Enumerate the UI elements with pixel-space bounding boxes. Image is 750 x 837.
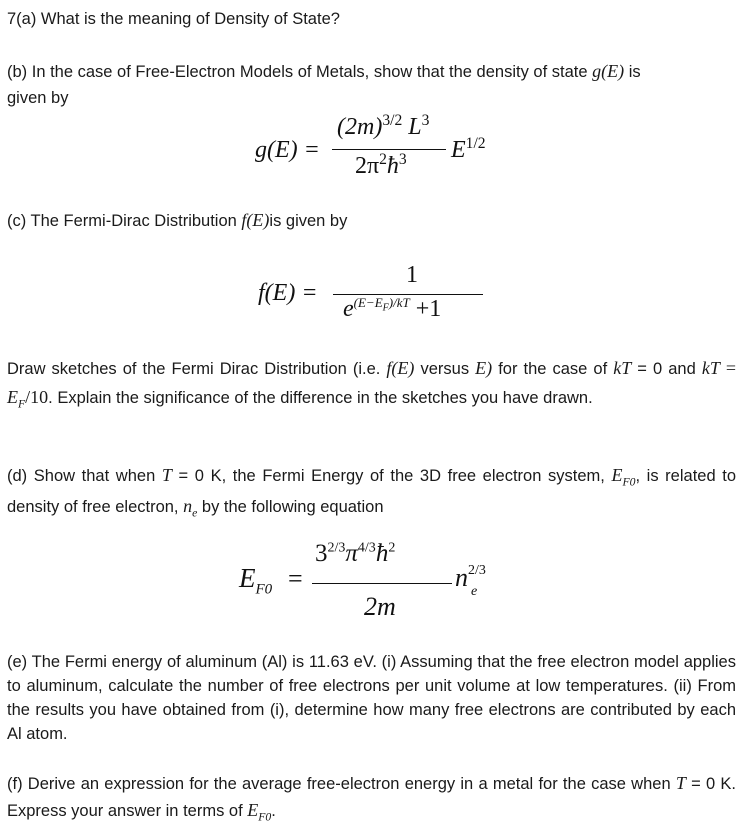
question-7f: (f) Derive an expression for the average free-electron energy in a metal for the case when T = 0 K. Express your answer in terms of $E_{F0}$. — [7, 773, 736, 824]
eq-E-numerator: $3^{2/3}\pi^{4/3}ħ^2$ — [315, 540, 396, 567]
question-7d: (d) Show that when T = 0 K, the Fermi Energy of the 3D free electron system, $E_{F0}$, is related to density of free electron, $n_e$ by the following equation — [7, 465, 737, 520]
question-7c-sketch: Draw sketches of the Fermi Dirac Distribution (i.e. f(E) versus E) for the case of kT = 0 and kT = $E_F/10$. Explain the significance of the difference in the sketches you have drawn. — [7, 358, 737, 411]
eq-g-E-term: $E^{1/2}$ — [451, 135, 486, 163]
eq-g-denominator: $2\pi^2ħ^3$ — [355, 151, 407, 179]
eq-E-density-subscript: e — [471, 584, 478, 599]
f-of-E-symbol: f(E) — [241, 210, 270, 230]
question-7b-text: (b) In the case of Free-Electron Models of Metals, show that the density of state — [7, 63, 588, 81]
eq-f-denominator: $e^{(E-E_F)/kT} +1$ — [343, 295, 442, 322]
question-7c-suffix: is given by — [269, 212, 348, 230]
question-7e: (e) The Fermi energy of aluminum (Al) is 11.63 eV. (i) Assuming that the free electron model applies to aluminum, calculate the number of free electrons per unit volume at low temperatures. (ii) From the results you have obtained from (i), determine how many free electrons are contributed by each Al atom. — [7, 653, 736, 743]
eq-f-lhs: f(E) = — [258, 280, 318, 306]
eq-f-numerator: 1 — [406, 262, 418, 288]
question-7a: 7(a) What is the meaning of Density of State? — [7, 10, 340, 28]
eq-E-denominator: 2m — [364, 592, 396, 621]
eq-E-fraction-bar — [312, 583, 452, 584]
eq-E-equals: = — [288, 564, 303, 593]
eq-E-lhs: $E_{F0}$ — [239, 563, 273, 598]
g-of-E-symbol: g(E) — [592, 61, 625, 81]
eq-E-density-term: $n^{2/3}$ — [455, 563, 486, 592]
question-7b-line2: given by — [7, 89, 69, 107]
eq-g-lhs: g(E) = — [255, 137, 320, 163]
question-7b-suffix: is — [628, 63, 641, 81]
eq-g-numerator: $(2m)^{3/2}$ $L^3$ — [337, 112, 430, 140]
question-7c-text: (c) The Fermi-Dirac Distribution — [7, 212, 237, 230]
